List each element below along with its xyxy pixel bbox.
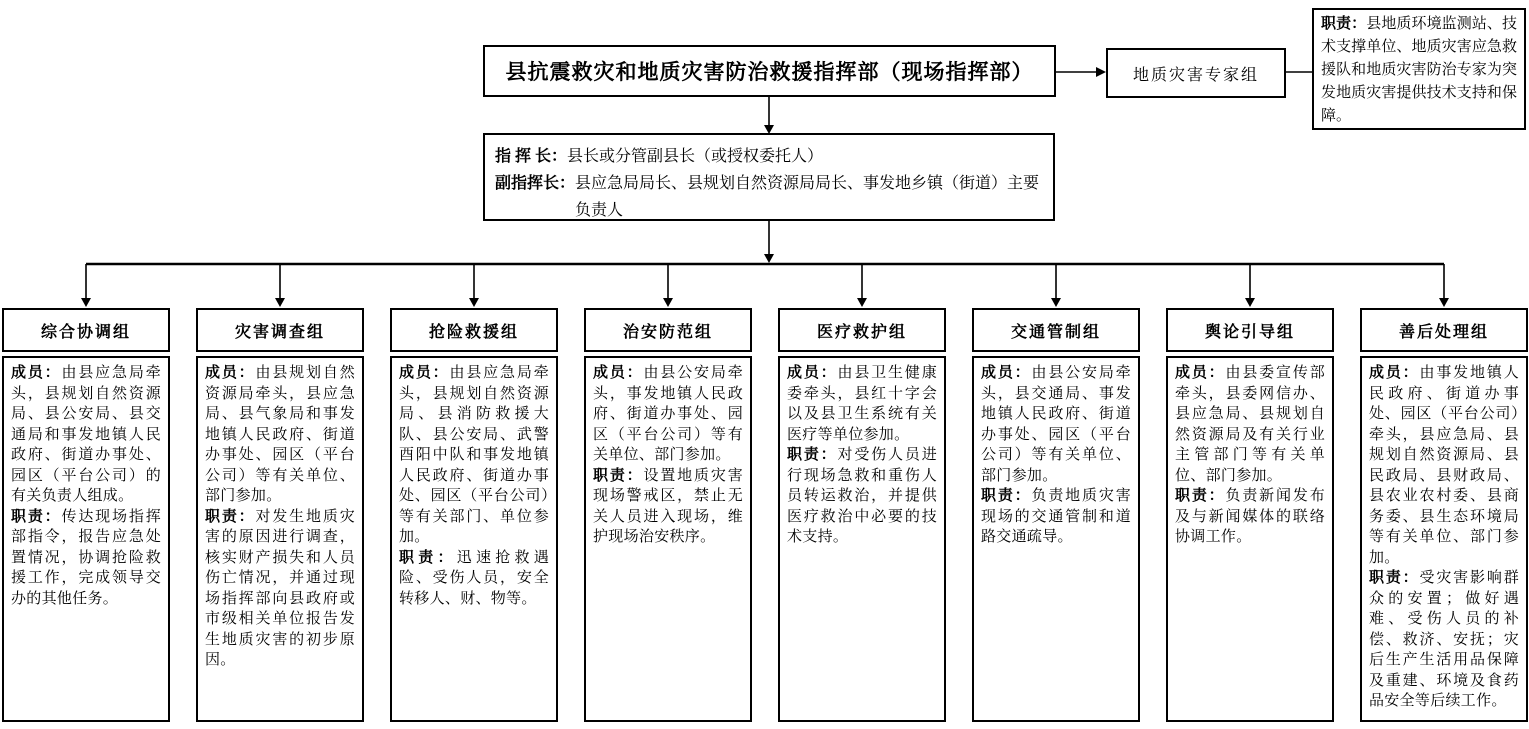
duties-label: 职责：	[981, 488, 1032, 504]
group-header	[196, 308, 364, 352]
group-body	[390, 356, 558, 722]
duties-label: 职责：	[399, 549, 457, 566]
group-medical	[778, 308, 946, 722]
members-text: 由县应急局牵头，县规划自然资源局、县公安局、县交通局和事发地镇人民政府、街道办事处、园区（平台公司）的有关负责人组成。	[11, 365, 161, 504]
deputy-commander-label: 副指挥长：	[495, 175, 576, 192]
group-body	[1360, 356, 1528, 722]
members-label: 成员：	[205, 365, 256, 381]
expert-group-box	[1106, 48, 1286, 98]
duties-label: 职责：	[1175, 488, 1226, 504]
group-members	[11, 363, 161, 507]
group-body	[972, 356, 1140, 722]
group-title: 治安防范组	[622, 323, 713, 341]
deputy-commander-text: 县应急局局长、县规划自然资源局局长、事发地乡镇（街道）主要负责人	[575, 175, 1040, 219]
group-header	[584, 308, 752, 352]
members-text: 由县规划自然资源局牵头，县应急局、县气象局和事发地镇人民政府、街道办事处、园区（平台公司）等有关单位、部门参加。	[205, 365, 355, 504]
members-label: 成员：	[787, 365, 838, 381]
group-duties	[1175, 486, 1325, 548]
group-duties	[787, 445, 937, 548]
duties-label: 职责：	[787, 447, 838, 463]
group-body	[2, 356, 170, 722]
members-text: 由县卫生健康委牵头，县红十字会以及县卫生系统有关医疗等单位参加。	[787, 365, 937, 443]
commander-line	[495, 143, 1043, 170]
duties-text: 负责新闻发布及与新闻媒体的联络协调工作。	[1175, 488, 1325, 545]
members-label: 成员：	[1369, 365, 1420, 381]
duties-text: 设置地质灾害现场警戒区，禁止无关人员进入现场，维护现场治安秩序。	[593, 467, 743, 545]
commander-text: 县长或分管副县长（或授权委托人）	[567, 148, 824, 165]
group-body	[584, 356, 752, 722]
duties-label: 职责：	[1369, 570, 1420, 586]
members-label: 成员：	[593, 365, 644, 381]
group-header	[2, 308, 170, 352]
command-hq-title: 县抗震救灾和地质灾害防治救援指挥部（现场指挥部）	[505, 60, 1034, 84]
members-label: 成员：	[981, 365, 1032, 381]
group-investigation	[196, 308, 364, 722]
group-header	[390, 308, 558, 352]
group-title: 抢险救援组	[428, 323, 519, 341]
expert-group-label: 地质灾害专家组	[1132, 66, 1259, 84]
members-label: 成员：	[1175, 365, 1226, 381]
commander-label: 指 挥 长：	[495, 148, 568, 165]
expert-duty-text: 县地质环境监测站、技术支撑单位、地质灾害应急救援队和地质灾害防治专家为突发地质灾害提供技术支持和保障。	[1321, 16, 1517, 124]
commander-box	[483, 133, 1055, 221]
group-title: 医疗救护组	[816, 323, 907, 341]
group-title: 灾害调查组	[234, 323, 325, 341]
group-rescue	[390, 308, 558, 722]
duties-text: 对受伤人员进行现场急救和重伤人员转运救治，并提供医疗救治中必要的技术支持。	[787, 447, 937, 545]
group-header	[972, 308, 1140, 352]
group-publicity	[1166, 308, 1334, 722]
duties-text: 迅速抢救遇险、受伤人员，安全转移人、财、物等。	[399, 549, 549, 607]
group-title: 善后处理组	[1398, 323, 1489, 341]
group-aftermath	[1360, 308, 1528, 722]
group-title: 综合协调组	[40, 323, 131, 341]
expert-duty-note-box	[1312, 8, 1526, 130]
group-traffic	[972, 308, 1140, 722]
duties-label: 职责：	[593, 467, 644, 484]
group-body	[196, 356, 364, 722]
members-label: 成员：	[399, 365, 450, 381]
group-security	[584, 308, 752, 722]
group-header	[1360, 308, 1528, 352]
members-label: 成员：	[11, 365, 62, 381]
members-text: 由县公安局牵头，县交通局、事发地镇人民政府、街道办事处、园区（平台公司）等有关单位、部门参加。	[981, 365, 1131, 484]
group-members	[593, 363, 743, 466]
duties-text: 受灾害影响群众的安置；做好遇难、受伤人员的补偿、救济、安抚；灾后生产生活用品保障及重建、环境及食药品安全等后续工作。	[1369, 570, 1519, 709]
group-members	[1369, 363, 1519, 568]
group-members	[399, 363, 549, 548]
group-members	[205, 363, 355, 507]
group-body	[778, 356, 946, 722]
group-body	[1166, 356, 1334, 722]
group-members	[1175, 363, 1325, 486]
group-title: 交通管制组	[1010, 323, 1101, 341]
group-title: 舆论引导组	[1204, 323, 1295, 341]
expert-duty-label: 职责：	[1321, 16, 1367, 32]
group-coordination	[2, 308, 170, 722]
group-header	[1166, 308, 1334, 352]
group-members	[981, 363, 1131, 486]
members-text: 由县委宣传部牵头，县委网信办、县应急局、县规划自然资源局及有关行业主管部门等有关单位、部门参加。	[1175, 365, 1325, 484]
duties-label: 职责：	[11, 508, 62, 525]
group-duties	[593, 466, 743, 548]
members-text: 由事发地镇人民政府、街道办事处、园区（平台公司）牵头，县应急局、县规划自然资源局、县民政局、县财政局、县农业农村委、县商务委、县生态环境局等有关单位、部门参加。	[1369, 365, 1519, 566]
group-duties	[399, 548, 549, 610]
command-hq-box	[483, 45, 1056, 97]
deputy-commander-line	[495, 170, 1043, 224]
group-members	[787, 363, 937, 445]
duties-text: 负责地质灾害现场的交通管制和道路交通疏导。	[981, 488, 1131, 545]
duties-label: 职责：	[205, 508, 256, 525]
members-text: 由县应急局牵头，县规划自然资源局、县消防救援大队、县公安局、武警酉阳中队和事发地镇人民政府、街道办事处、园区（平台公司）等有关部门、单位参加。	[399, 365, 549, 545]
group-header	[778, 308, 946, 352]
group-duties	[205, 507, 355, 671]
members-text: 由县公安局牵头，事发地镇人民政府、街道办事处、园区（平台公司）等有关单位、部门参加。	[593, 365, 743, 463]
duties-text: 传达现场指挥部指令，报告应急处置情况，协调抢险救援工作，完成领导交办的其他任务。	[11, 508, 161, 607]
duties-text: 对发生地质灾害的原因进行调查，核实财产损失和人员伤亡情况，并通过现场指挥部向县政府或市级相关单位报告发生地质灾害的初步原因。	[205, 508, 355, 668]
group-duties	[1369, 568, 1519, 712]
group-duties	[11, 507, 161, 610]
group-duties	[981, 486, 1131, 548]
groups-row	[2, 308, 1528, 722]
